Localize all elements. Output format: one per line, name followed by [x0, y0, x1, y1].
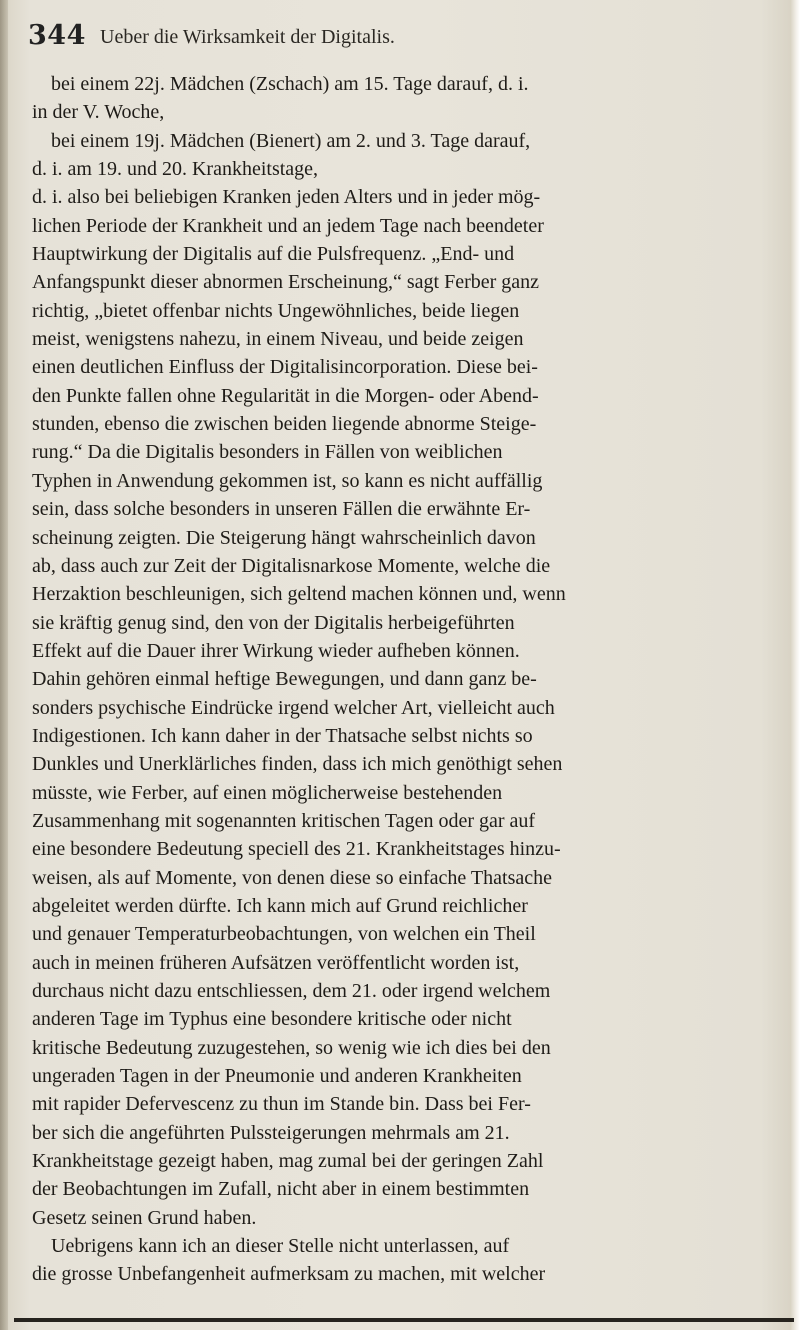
- text-line: weisen, als auf Momente, von denen diese so einfache Thatsache: [32, 866, 552, 889]
- text-line: kritische Bedeutung zuzugestehen, so wenig wie ich dies bei den: [32, 1036, 551, 1059]
- text-line: meist, wenigstens nahezu, in einem Niveau, und beide zeigen: [32, 328, 524, 351]
- text-line: mit rapider Defervescenz zu thun im Stande bin. Dass bei Fer-: [32, 1093, 531, 1116]
- text-line: Anfangspunkt dieser abnormen Erscheinung,“ sagt Ferber ganz: [32, 271, 540, 294]
- text-line: sonders psychische Eindrücke irgend welcher Art, vielleicht auch: [32, 696, 555, 719]
- text-line: eine besondere Bedeutung speciell des 21. Krankheitstages hinzu-: [32, 838, 561, 861]
- text-line: sein, dass solche besonders in unseren Fällen die erwähnte Er-: [32, 498, 531, 521]
- text-line: anderen Tage im Typhus eine besondere kritische oder nicht: [32, 1008, 512, 1031]
- text-line: sie kräftig genug sind, den von der Digitalis herbeigeführten: [32, 611, 515, 634]
- text-line: auch in meinen früheren Aufsätzen veröffentlicht worden ist,: [32, 951, 520, 974]
- running-title: Ueber die Wirksamkeit der Digitalis.: [100, 26, 395, 48]
- text-line: Dahin gehören einmal heftige Bewegungen, und dann ganz be-: [32, 668, 537, 691]
- text-line: ber sich die angeführten Pulssteigerungen mehrmals am 21.: [32, 1121, 510, 1144]
- page-right-edge: [790, 0, 800, 1330]
- text-line: Indigestionen. Ich kann daher in der Thatsache selbst nichts so: [32, 724, 533, 747]
- text-line: Krankheitstage gezeigt haben, mag zumal bei der geringen Zahl: [32, 1150, 544, 1173]
- text-line: ungeraden Tagen in der Pneumonie und anderen Krankheiten: [32, 1065, 522, 1088]
- text-line: Herzaktion beschleunigen, sich geltend machen können und, wenn: [32, 583, 566, 606]
- text-line: lichen Periode der Krankheit und an jedem Tage nach beendeter: [32, 214, 544, 237]
- text-line: stunden, ebenso die zwischen beiden liegende abnorme Steige-: [32, 413, 537, 436]
- text-line: Effekt auf die Dauer ihrer Wirkung wieder aufheben können.: [32, 639, 520, 662]
- text-line: einen deutlichen Einfluss der Digitalisincorporation. Diese bei-: [32, 356, 538, 379]
- text-line: ab, dass auch zur Zeit der Digitalisnarkose Momente, welche die: [32, 554, 551, 577]
- text-line: der Beobachtungen im Zufall, nicht aber in einem bestimmten: [32, 1178, 530, 1201]
- text-line: Gesetz seinen Grund haben.: [32, 1206, 257, 1229]
- text-line: Uebrigens kann ich an dieser Stelle nicht unterlassen, auf: [51, 1235, 510, 1258]
- text-line: Dunkles und Unerklärliches finden, dass ich mich genöthigt sehen: [32, 753, 563, 776]
- text-line: den Punkte fallen ohne Regularität in die Morgen- oder Abend-: [32, 384, 539, 407]
- text-line: d. i. also bei beliebigen Kranken jeden Alters und in jeder mög-: [32, 186, 541, 209]
- text-line: in der V. Woche,: [32, 101, 165, 124]
- text-line: Hauptwirkung der Digitalis auf die Pulsfrequenz. „End- und: [32, 243, 515, 266]
- page-number: 344: [28, 20, 86, 51]
- text-line: d. i. am 19. und 20. Krankheitstage,: [32, 158, 319, 181]
- text-line: bei einem 22j. Mädchen (Zschach) am 15. Tage darauf, d. i.: [51, 73, 529, 95]
- text-line: die grosse Unbefangenheit aufmerksam zu machen, mit welcher: [32, 1263, 546, 1286]
- text-line: und genauer Temperaturbeobachtungen, von welchen ein Theil: [32, 923, 536, 946]
- text-line: abgeleitet werden dürfte. Ich kann mich auf Grund reichlicher: [32, 894, 528, 917]
- page-header: [28, 20, 768, 56]
- text-line: Typhen in Anwendung gekommen ist, so kann es nicht auffällig: [32, 469, 543, 492]
- text-line: Zusammenhang mit sogenannten kritischen Tagen oder gar auf: [32, 809, 536, 832]
- body-text: [32, 70, 762, 1289]
- text-line: bei einem 19j. Mädchen (Bienert) am 2. und 3. Tage darauf,: [51, 129, 531, 152]
- text-line: scheinung zeigten. Die Steigerung hängt wahrscheinlich davon: [32, 526, 536, 549]
- page-gutter-shadow: [0, 0, 8, 1330]
- text-line: müsste, wie Ferber, auf einen möglicherweise bestehenden: [32, 781, 503, 804]
- text-line: durchaus nicht dazu entschliessen, dem 21. oder irgend welchem: [32, 980, 551, 1002]
- text-line: richtig, „bietet offenbar nichts Ungewöhnliches, beide liegen: [32, 299, 520, 322]
- bottom-edge-rule: [14, 1318, 794, 1322]
- text-line: rung.“ Da die Digitalis besonders in Fällen von weiblichen: [32, 441, 503, 464]
